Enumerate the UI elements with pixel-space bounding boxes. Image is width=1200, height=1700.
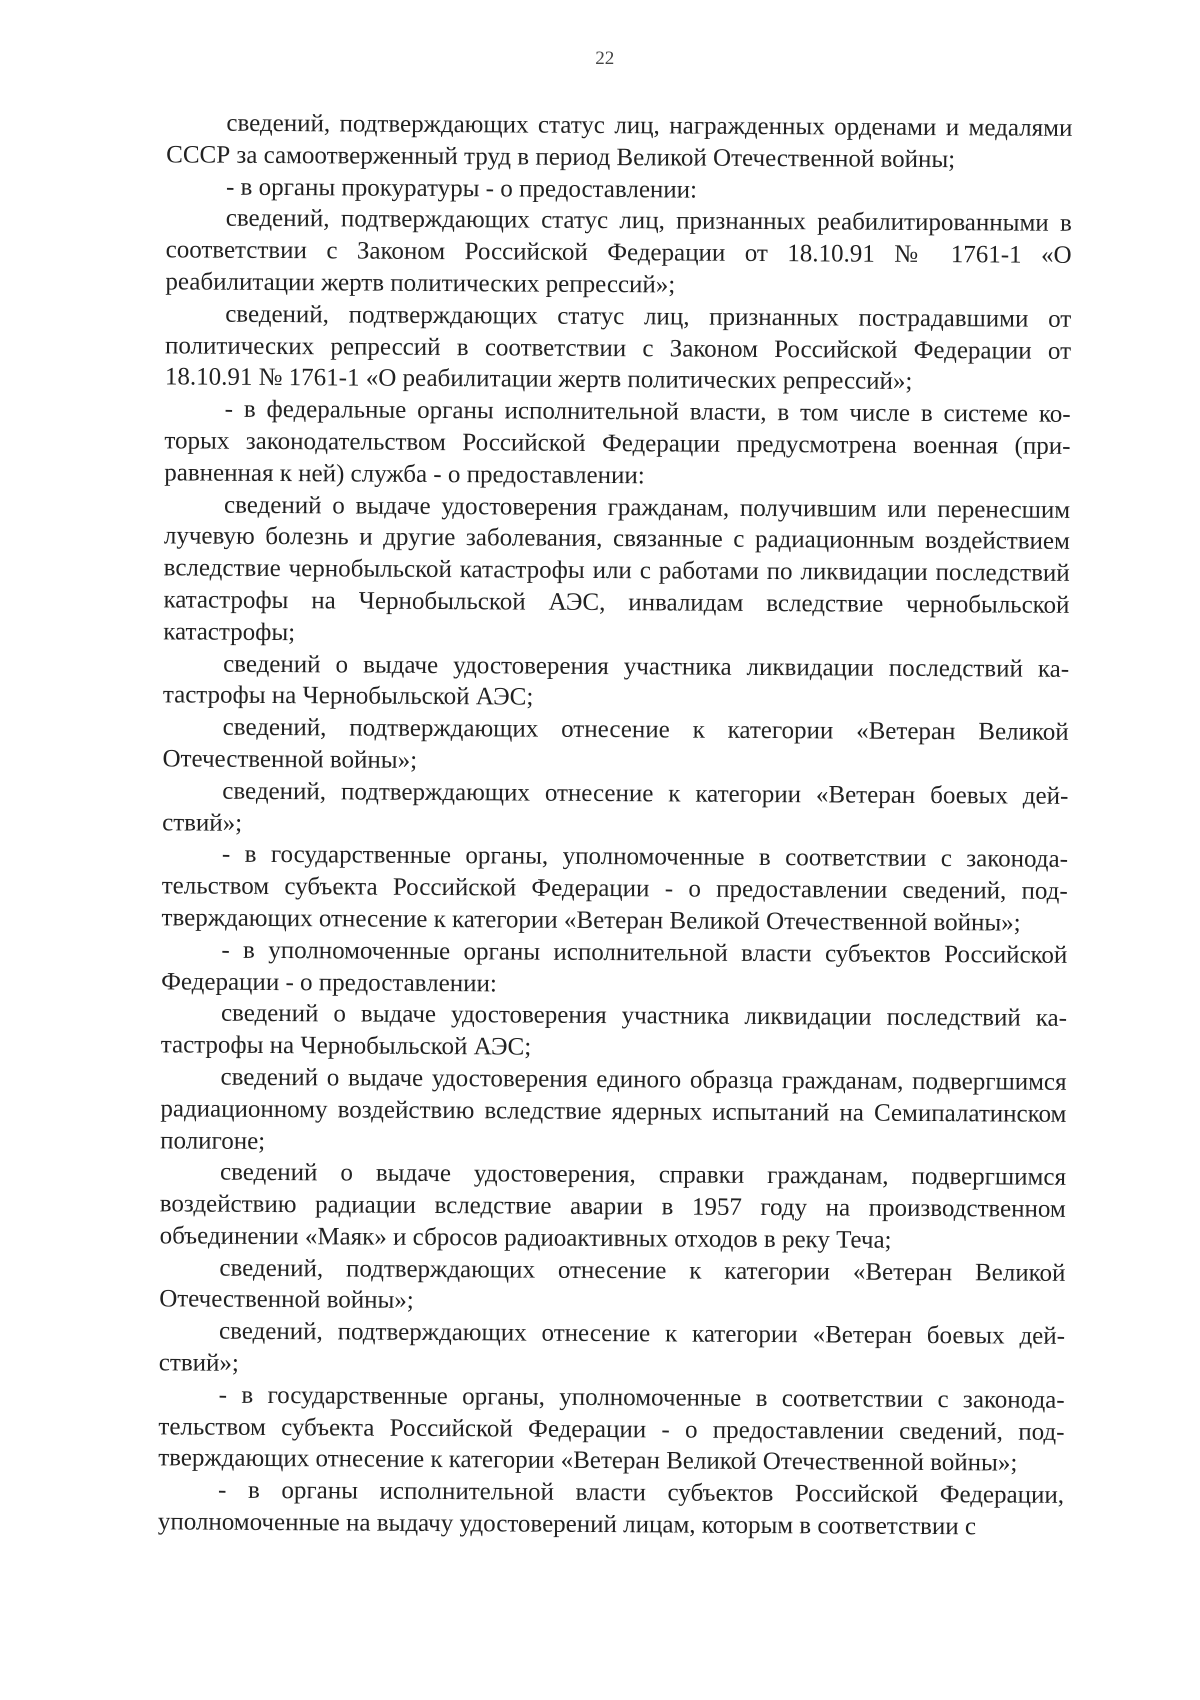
paragraph: сведений, подтверждающих отнесение к категории «Ветеран Великой Отечественной войны»; bbox=[159, 1254, 1066, 1315]
paragraph: сведений о выдаче удостоверения единого образца гражданам, подвергшимся радиационному воздействию вследствие ядерных испытаний на Семипалатинском полигоне; bbox=[160, 1063, 1067, 1155]
paragraph: сведений, подтверждающих статус лиц, признанных реабилитированными в соответствии с Законом Российской Федерации от 18.10.91 № 1761-1 «О реабилитации жертв политических репрессий»; bbox=[165, 205, 1072, 299]
paragraph: сведений о выдаче удостоверения, справки гражданам, подвергшимся воздействию радиации вследствие аварии в 1957 году на производственном объединении «Маяк» и сбросов радиоактивных отходов в реку Теча; bbox=[159, 1158, 1067, 1254]
paragraph: - в государственные органы, уполномоченные в соответствии с законодательством субъекта Российской Федерации - о предоставлении сведений, подтверждающих отнесение к категории «Ветеран Великой Отечественной войны»; bbox=[158, 1381, 1065, 1478]
paragraph: сведений о выдаче удостоверения участника ликвидации последствий катастрофы на Чернобыльской АЭС; bbox=[160, 1000, 1068, 1061]
paragraph: - в государственные органы, уполномоченные в соответствии с законодательством субъекта Российской Федерации - о предоставлении сведений, подтверждающих отнесение к категории «Ветеран Великой Отечественной войны»; bbox=[161, 841, 1069, 937]
paragraph: - в органы прокуратуры - о предоставлении: bbox=[225, 173, 698, 204]
paragraph: сведений о выдаче удостоверения участника ликвидации последствий катастрофы на Чернобыльской АЭС; bbox=[162, 650, 1070, 711]
paragraph: сведений, подтверждающих статус лиц, награжденных орденами и медалями СССР за самоотверженный труд в период Великой Отечественной войны; bbox=[166, 109, 1073, 173]
paragraph: сведений, подтверждающих отнесение к категории «Ветеран боевых действий»; bbox=[158, 1317, 1066, 1377]
paragraph: - в уполномоченные органы исполнительной власти субъектов Российской Федерации - о предоставлении: bbox=[161, 936, 1068, 997]
document-body bbox=[158, 107, 1073, 1543]
paragraph: - в органы исполнительной власти субъектов Российской Федерации, уполномоченные на выдачу удостоверений лицам, которым в соответствии с bbox=[157, 1476, 1065, 1541]
paragraph: - в федеральные органы исполнительной власти, в том числе в системе которых законодательством Российской Федерации предусмотрена военная (приравненная к ней) служба - о предоставлении: bbox=[164, 395, 1071, 490]
paragraph: сведений, подтверждающих отнесение к категории «Ветеран Великой Отечественной войны»; bbox=[162, 713, 1069, 774]
paragraph: сведений, подтверждающих отнесение к категории «Ветеран боевых действий»; bbox=[162, 777, 1069, 837]
paragraph: сведений, подтверждающих статус лиц, признанных пострадавшими от политических репрессий в соответствии с Законом Российской Федерации от 18.10.91 № 1761-1 «О реабилитации жертв политических репрессий»; bbox=[164, 300, 1072, 396]
paragraph: сведений о выдаче удостоверения гражданам, получившим или перенесшим лучевую болезнь и другие заболевания, связанные с радиационным воздействием вследствие чернобыльской катастрофы или с работами по ликвидации последствий катастрофы на Чернобыльской АЭС, инвалидам вследствие чернобыльской катастрофы; bbox=[163, 491, 1071, 646]
page-number: 22 bbox=[595, 47, 615, 70]
